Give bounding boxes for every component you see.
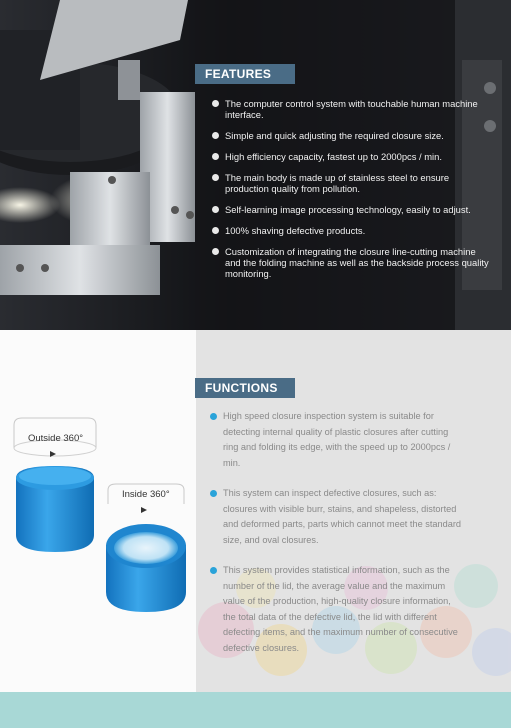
feature-item: Customization of integrating the closure line-cutting machine and the folding machine as well as the backside process quality monitoring. [212, 246, 492, 279]
feature-item: The computer control system with touchable human machine interface. [212, 98, 492, 120]
bullet-icon [212, 100, 219, 107]
function-item: This system can inspect defective closures, such as: closures with visible burr, stains, and shapeless, distorted and deformed parts, parts which cannot meet the standard size, and oval closures. [210, 486, 462, 548]
feature-item: Simple and quick adjusting the required closure size. [212, 130, 492, 141]
bullet-icon [212, 132, 219, 139]
outside-360-label: Outside 360° [28, 433, 84, 444]
caps-panel [0, 330, 196, 692]
functions-list [210, 409, 462, 671]
features-title: FEATURES [195, 64, 295, 84]
feature-item: Self-learning image processing technology, easily to adjust. [212, 204, 492, 215]
inside-360-label: Inside 360° [122, 489, 170, 500]
bullet-icon [210, 490, 217, 497]
bullet-icon [212, 227, 219, 234]
functions-title: FUNCTIONS [195, 378, 295, 398]
bullet-icon [212, 206, 219, 213]
bullet-icon [210, 567, 217, 574]
function-item: High speed closure inspection system is suitable for detecting internal quality of plastic closures after cutting ring and folding its edge, with the speed up to 2000pcs / min. [210, 409, 462, 471]
function-item: This system provides statistical information, such as the number of the lid, the average value and the maximum value of the production, high-quality closure information, the total data of the defective lid, the lid with different defecting items, and the maximum number of consecutive defective closures. [210, 563, 462, 656]
bottle-caps-illustration [0, 330, 196, 692]
features-list [212, 98, 492, 289]
bullet-icon [210, 413, 217, 420]
bullet-icon [212, 153, 219, 160]
feature-item: High efficiency capacity, fastest up to 2000pcs / min. [212, 151, 492, 162]
feature-item: 100% shaving defective products. [212, 225, 492, 236]
bullet-icon [212, 248, 219, 255]
bullet-icon [212, 174, 219, 181]
feature-item: The main body is made up of stainless steel to ensure production quality from pollution. [212, 172, 492, 194]
footer-strip [0, 692, 511, 728]
